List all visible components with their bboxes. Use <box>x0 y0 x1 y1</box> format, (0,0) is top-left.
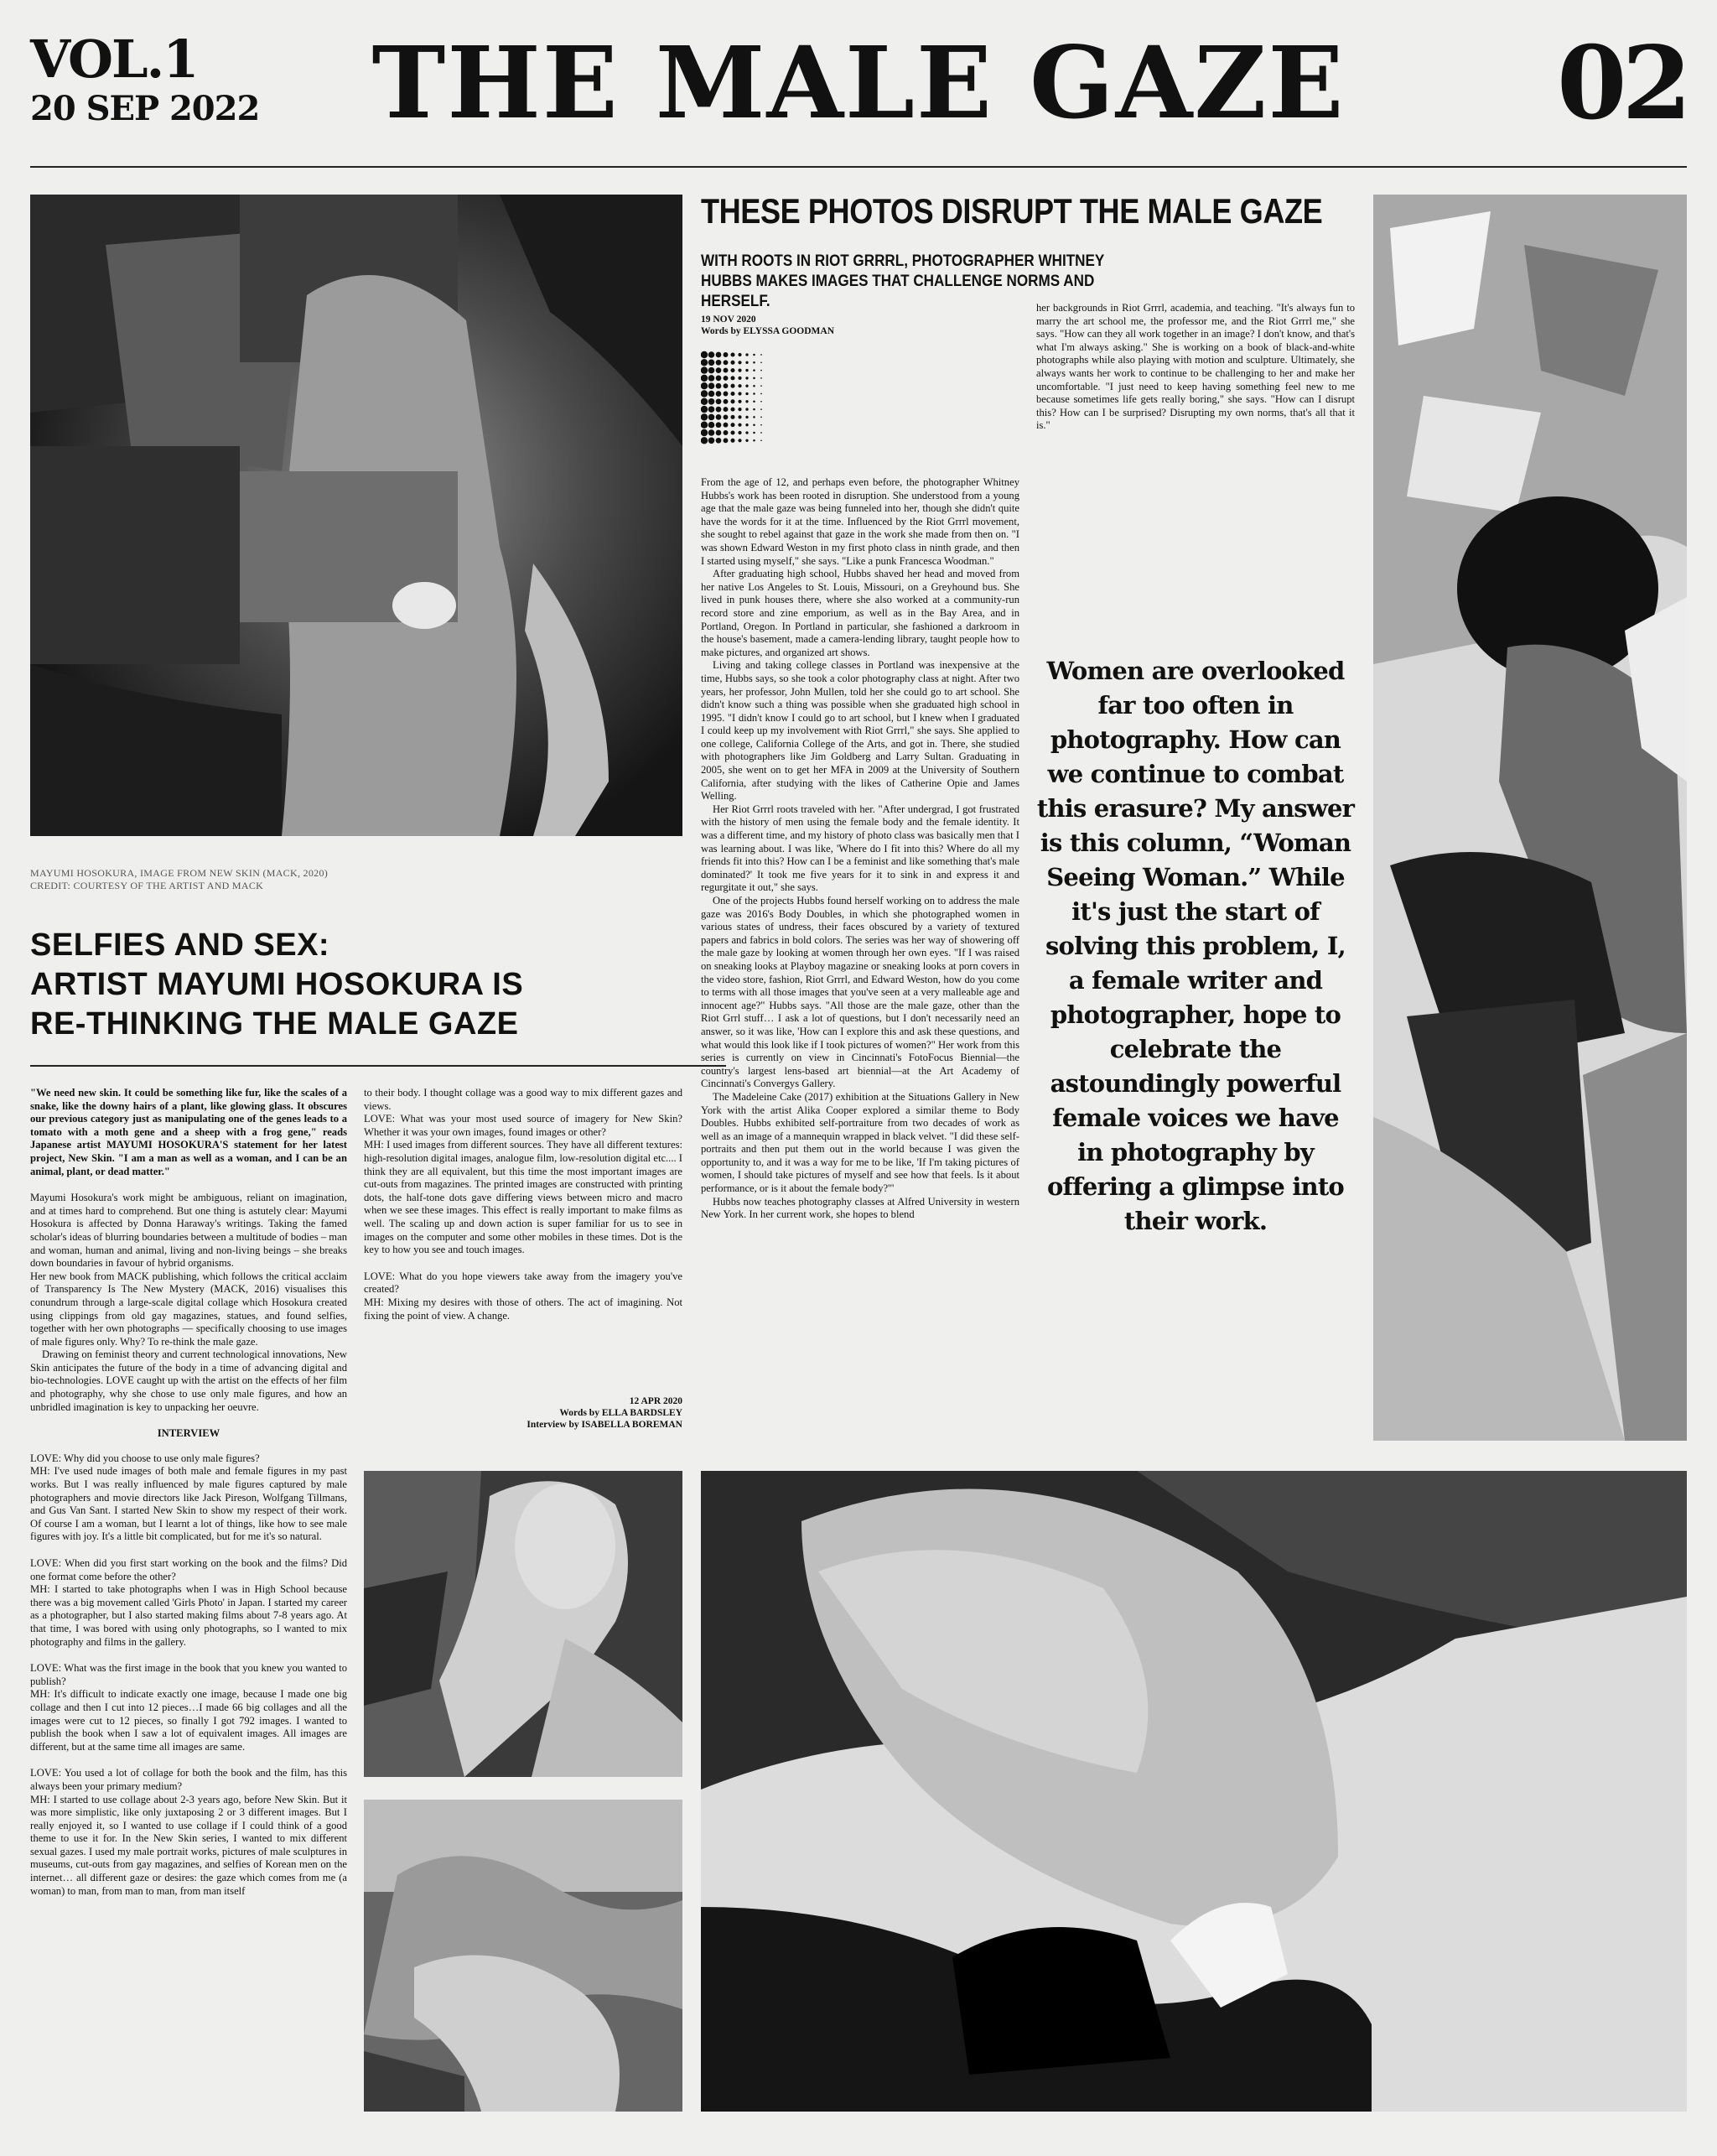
right-para-6: The Madeleine Cake (2017) exhibition at the Situations Gallery in New York with the artist Alika Cooper explored a similar theme to Body Doubles. Hubbs exhibited self-portraiture from two decades of work as well as an image of a mannequin wrapped in black velvet. "I did these self-portraits and then put them out in the world because I was given the opportunity to, and it was a way for me to be like, 'If I'm taking pictures of women, I should take pictures of myself and see how that feels. Is it about performance, or is it about the female body?'" <box>701 1090 1019 1195</box>
interview-label: INTERVIEW <box>157 1427 220 1440</box>
qa-1: LOVE: Why did you choose to use only male figures? MH: I've used nude images of both male and female figures in my past works. But I was really influenced by male figures captured by male photographers and movie directors like Jack Pireson, Wolfgang Tillmans, and Gus Van Sant. I started New Skin to show my respect of their work. Of course I am a woman, but I learnt a lot of things, like how to see male figures with joy. It's a little bit complicated, but for me it's so natural. <box>30 1452 347 1543</box>
right-article-column-2 <box>1036 302 1355 433</box>
right-para-7: Hubbs now teaches photography classes at Alfred University in western New York. In her current work, she hopes to blend <box>701 1195 1019 1221</box>
left-para-1: Mayumi Hosokura's work might be ambiguous, reliant on imagination, and at times hard to comprehend. But one thing is astutely clear: Mayumi Hosokura is affected by Donna Haraway's writings. Taking the famed scholar's ideas of blurring boundaries between a multitude of bodies – man and woman, human and animal, living and non-living beings – she breaks down boundaries in favour of hybrid organisms. <box>30 1192 347 1270</box>
right-headline: THESE PHOTOS DISRUPT THE MALE GAZE <box>701 191 1323 231</box>
masthead-rule <box>30 166 1687 168</box>
left-article-column-1 <box>30 1087 347 1909</box>
caption-line-2: CREDIT: COURTESY OF THE ARTIST AND MACK <box>30 880 264 891</box>
volume-label: VOL.1 <box>30 29 198 90</box>
col2-qa: LOVE: What do you hope viewers take away from the imagery you've created? MH: Mixing my desires with those of others. The act of imagining. Not fixing the point of view. A change. <box>364 1270 682 1322</box>
statue-photo <box>364 1471 682 1777</box>
right-col2-text: her backgrounds in Riot Grrrl, academia, and teaching. "It's always fun to marry the art school me, the professor me, and the Riot Grrrl me," she says. "How can they all work together in an image? I don't know, and that's what I'm always asking." She is working on a book of black-and-white photographs while also playing with motion and sculpture. Ultimately, she always wants her work to continue to be challenging to her and make her uncomfortable. "I just need to keep having something feel new to me because sometimes life gets really boring," she says. "How can I disrupt this? How can I be surprised? Disrupting my own norms, that's all that it is." <box>1036 302 1355 432</box>
right-article-meta <box>701 314 834 337</box>
left-headline <box>30 926 682 1044</box>
qa-4: LOVE: You used a lot of collage for both the book and the film, has this always been your primary medium? MH: I started to use collage about 2-3 years ago, before New Skin. But it was more simplistic, like only juxtaposing 2 or 3 different images. But I really enjoyed it, so I wanted to use collage if I could think of a good theme to use it for. In the New Skin series, I wanted to mix different sexual gazes. I used my male portrait works, pictures of male sculptures in museums, cut-outs from gay magazines, and selfies of Korean men on the internet… all different gaze or desires: the gaze which comes from me (a woman) to man, from man to man, from man itself <box>30 1767 347 1897</box>
intro-quote: "We need new skin. It could be something like fur, like the scales of a snake, like the downy hairs of a plant, like glowing glass. It obscures our previous category just as manipulating one of the genes leads to a tomato with a moth gene and a sheep with a frog gene," reads Japanese artist MAYUMI HOSOKURA'S statement for her latest project, New Skin. "I am a man as well as a woman, and I can be an animal, plant, or dead matter." <box>30 1087 347 1177</box>
right-para-1: From the age of 12, and perhaps even before, the photographer Whitney Hubbs's work has been rooted in disruption. She understood from a young age that the male gaze was being funneled into her, though she didn't quite have the words for it at the time. Influenced by the Riot Grrrl movement, she sought to rebel against that gaze in the work she made from then on. "I was shown Edward Weston in my first photo class in ninth grade, and then I started using myself," she says. "Like a punk Francesca Woodman." <box>701 476 1019 567</box>
right-para-3: Living and taking college classes in Portland was inexpensive at the time, Hubbs says, so she took a color photography class at night. After two years, her professor, John Mullen, told her she could go to art school. She didn't know such a thing was possible when she graduated high school in 1995. "I didn't know I could go to art school, but I knew when I graduated I could keep up my involvement with Riot Grrrl," she says. She applied to one college, California College of the Arts, and got in. There, she studied with photographers like Jim Goldberg and Larry Sultan. Graduating in 2005, she went on to get her MFA in 2009 at the University of Southern California, after studying with the likes of Catherine Opie and James Welling. <box>701 659 1019 803</box>
right-para-4: Her Riot Grrrl roots traveled with her. "After undergrad, I got frustrated with the history of men using the female body and the female identity. It was a different time, and my history of photo class was basically men that I was learning about. I was like, 'Where do I fit into this? Where do all my friends fit into this? How can I be a feminist and like something that's male dominated?' It took me five years for it to sink in and express it and regurgitate it out," she says. <box>701 803 1019 894</box>
right-article-date: 19 NOV 2020 <box>701 314 756 325</box>
right-para-2: After graduating high school, Hubbs shaved her head and moved from her native Los Angeles to St. Louis, Missouri, on a Greyhound bus. She lived in punk houses there, where she also worked at a community-run record store and zine emporium, as well as in the Bay Area, and in Portland, Oregon. In Portland in particular, she fashioned a darkroom in the house's basement, made a camera-lending library, taught people how to make pictures, and organized art shows. <box>701 568 1019 658</box>
col2-para: to their body. I thought collage was a good way to mix different gazes and views. LOVE: What was your most used source of imagery for New Skin? Whether it was your own images, found images or other? MH: I used images from different sources. They have all different textures: high-resolution digital images, analogue film, low-resolution digital etc.... I think they are all equivalent, but this time the most important images are cut-outs from magazines. The printed images are constructed with printing dots, the half-tone dots gave differing views between micro and macro when we see these images. This effect is really important to make films as well. The scaling up and down action is super familiar for us to see in images on the computer and some other mobiles in these times. Dot is the key to how you see and touch images. <box>364 1087 682 1256</box>
qa-3: LOVE: What was the first image in the book that you knew you wanted to publish? MH: It's difficult to indicate exactly one image, because I made one big collage and then I cut into 12 pieces…I made 66 big collages and all the images were cut to 12 pieces, so finally I got 792 images. I wanted to publish the book when I saw a lot of equivalent images. All images are different, but at the same time all images are same. <box>30 1662 347 1753</box>
masthead-title: THE MALE GAZE <box>371 24 1346 141</box>
issue-number: 02 <box>1557 24 1687 143</box>
fabric-shadow-photo <box>701 1471 1687 2112</box>
left-article-column-2 <box>364 1087 682 1322</box>
pull-quote: Women are overlooked far too often in photography. How can we continue to combat this erasure? My answer is this column, “Woman Seeing Woman.” While it's just the start of solving this problem, I, a female writer and photographer, hope to celebrate the astoundingly powerful female voices we have in photography by offering a glimpse into their work. <box>1036 657 1355 1235</box>
right-para-5: One of the projects Hubbs found herself working on to address the male gaze was 2016's Body Doubles, in which she photographed women in various states of undress, their faces obscured by a variety of textured papers and fabrics in bold colors. The series was her way of showering off the male gaze by looking at women through her own eyes. "If I was raised on sneaking looks at Playboy magazine or sneaking looks at porn covers in the video store, fashion, Riot Grrrl, and Edward Weston, how do you come to terms with all those images that you've seen at a very malleable age and innocent age?" Hubbs says. "All those are the male gaze, other than the Riot Grrl stuff… I ask a lot of questions, but I don't necessarily need an answer, so it was like, 'How can I explore this and ask these questions, and what would this look like if I took pictures of women?" Her work from this series is currently on view in Cincinnati's FotoFocus Biennial—the country's largest lens-based art biennial—at the Art Academy of Cincinnati's Convergys Gallery. <box>701 895 1019 1090</box>
right-article-byline: Words by ELYSSA GOODMAN <box>701 326 835 336</box>
foil-portrait-photo <box>1373 195 1687 1441</box>
caption-line-1: MAYUMI HOSOKURA, IMAGE FROM NEW SKIN (MACK, 2020) <box>30 867 329 879</box>
qa-2: LOVE: When did you first start working on the book and the films? Did one format come before the other? MH: I started to take photographs when I was in High School because there was a big movement called 'Girls Photo' in Japan. I started my career as a photographer, but I also started making films about 7-8 years ago. At that time, I was bored with using only photographs, so I wanted to mix photography and films in the gallery. <box>30 1557 347 1648</box>
left-headline-line-2: ARTIST MAYUMI HOSOKURA IS <box>30 967 524 1002</box>
left-article-credits <box>364 1395 682 1431</box>
halftone-dots-ornament <box>701 351 768 447</box>
left-article-interviewer: Interview by ISABELLA BOREMAN <box>527 1420 682 1430</box>
issue-date: 20 SEP 2022 <box>30 89 260 128</box>
photo-caption <box>30 867 682 892</box>
hands-photo <box>364 1800 682 2112</box>
right-subhead: WITH ROOTS IN RIOT GRRRL, PHOTOGRAPHER WHITNEY HUBBS MAKES IMAGES THAT CHALLENGE NORMS AND HERSELF. <box>701 252 1105 310</box>
left-headline-line-1: SELFIES AND SEX: <box>30 927 330 963</box>
left-article-writer: Words by ELLA BARDSLEY <box>559 1408 682 1418</box>
left-article-date: 12 APR 2020 <box>629 1396 682 1406</box>
left-para-3: Drawing on feminist theory and current technological innovations, New Skin anticipates the future of the body in a time of advancing digital and bio-technologies. LOVE caught up with the artist on the effects of her film and photography, why she chose to use only male figures, and how an unbridled imagination is key to unpacking her oeuvre. <box>30 1348 347 1413</box>
left-headline-line-3: RE-THINKING THE MALE GAZE <box>30 1006 519 1042</box>
left-headline-rule <box>30 1065 726 1067</box>
right-article-column-1 <box>701 476 1019 1222</box>
left-para-2: Her new book from MACK publishing, which follows the critical acclaim of Transparency Is The New Mystery (MACK, 2016) visualises this conundrum through a large-scale digital collage which Hosokura created using clippings from old gay magazines, statues, and found selfies, together with her own photographs — specifically choosing to use images of male figures only. Why? To re-think the male gaze. <box>30 1270 347 1348</box>
collage-photo-top-left <box>30 195 682 836</box>
